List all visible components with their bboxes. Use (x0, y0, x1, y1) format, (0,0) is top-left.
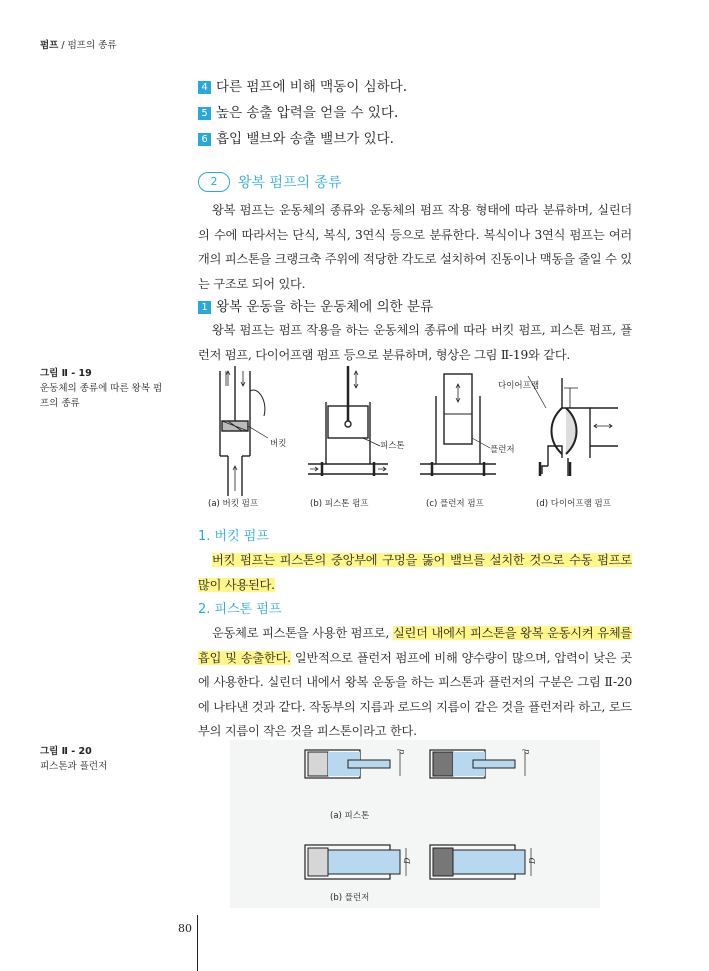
main-content (198, 74, 632, 367)
list-item (198, 74, 632, 100)
section-title: 왕복 펌프의 종류 (238, 175, 342, 191)
page-number: 80 (178, 922, 192, 935)
header-section: / 펌프의 종류 (58, 40, 117, 51)
paragraph-text: 운동체로 피스톤을 사용한 펌프로, (212, 626, 393, 640)
section-heading (198, 170, 632, 194)
pump-details (198, 526, 632, 744)
section-number-pill: 2 (198, 172, 230, 192)
list-item (198, 100, 632, 126)
plunger-diagram-right (430, 845, 537, 879)
label-piston: 피스톤 (380, 441, 405, 451)
piston-pump-drawing (308, 366, 388, 476)
subcaption-plunger: (b) 플런저 (330, 893, 370, 903)
subsection-heading (198, 296, 632, 318)
dimension-D: D (528, 857, 537, 864)
figure-caption-text: 피스톤과 플런저 (40, 761, 108, 772)
paragraph-piston-pump (198, 621, 632, 744)
piston-diagram-left (305, 749, 406, 778)
item-number-badge: 6 (198, 133, 211, 146)
list-item (198, 126, 632, 152)
label-diaphragm: 다이어프램 (498, 381, 540, 391)
figure-caption-text: 운동체의 종류에 따른 왕복 펌프의 종류 (40, 383, 163, 409)
subcaption-c: (c) 플런저 펌프 (426, 499, 484, 509)
subsection-paragraph: 왕복 펌프는 펌프 작용을 하는 운동체의 종류에 따라 버킷 펌프, 피스톤 펌프, 플런저 펌프, 다이어프램 펌프 등으로 분류하며, 형상은 그림 Ⅱ-19와 같다. (198, 323, 632, 362)
dimension-d: d (522, 748, 531, 754)
item-number-badge: 5 (198, 107, 211, 120)
subsection-title: 왕복 운동을 하는 운동체에 의한 분류 (216, 299, 434, 315)
figure-20-caption (40, 744, 165, 774)
subcaption-a: (a) 버킷 펌프 (208, 499, 259, 509)
label-bucket: 버킷 (270, 439, 287, 449)
paragraph-text: 일반적으로 플런저 펌프에 비해 양수량이 많으며, 압력이 낮은 곳에 사용한다. 실린더 내에서 왕복 운동을 하는 피스톤과 플런저의 구분은 그림 Ⅱ-20에 나타낸 것과 같다. 작동부의 지름과 로드의 지름이 같은 것을 플런저라 하고, 로드부의 지름이 작은 것을 피스톤이라고 한다. (198, 650, 632, 738)
header-chapter: 펌프 (40, 40, 59, 51)
item-number-badge: 4 (198, 81, 211, 94)
list-item-text: 다른 펌프에 비해 맥동이 심하다. (216, 79, 407, 95)
figure-caption-title: 그림 Ⅱ - 20 (40, 746, 92, 757)
figure-20-piston-vs-plunger (230, 740, 600, 908)
page-rule (197, 915, 198, 971)
label-plunger: 플런저 (490, 445, 515, 455)
heading-piston-pump: 2. 피스톤 펌프 (198, 602, 282, 617)
dimension-D: D (403, 857, 412, 864)
bucket-pump-drawing (220, 366, 268, 496)
item-number-badge: 1 (198, 301, 211, 314)
subcaption-piston: (a) 피스톤 (330, 811, 370, 821)
paragraph-bucket-pump (198, 548, 632, 597)
subcaption-d: (d) 다이어프램 펌프 (536, 499, 611, 509)
plunger-diagram-left (305, 845, 412, 879)
list-item-text: 높은 송출 압력을 얻을 수 있다. (216, 105, 399, 121)
plunger-pump-drawing (420, 374, 496, 476)
list-item-text: 흡입 밸브와 송출 밸브가 있다. (216, 131, 394, 147)
running-header (40, 37, 117, 51)
dimension-d: d (397, 748, 406, 754)
diaphragm-pump-drawing (528, 376, 618, 476)
subcaption-b: (b) 피스톤 펌프 (310, 499, 369, 509)
intro-paragraph: 왕복 펌프는 운동체의 종류와 운동체의 펌프 작용 형태에 따라 분류하며, 실린더의 수에 따라서는 단식, 복식, 3연식 등으로 분류한다. 복식이나 3연식 펌프는 여러 개의 피스톤을 크랭크축 주위에 적당한 각도로 설치하여 진동이나 맥동을 줄일 수 있는 구조로 되어 있다. (198, 203, 632, 291)
figure-19-caption (40, 366, 165, 411)
piston-diagram-right (430, 749, 531, 778)
heading-bucket-pump: 1. 버킷 펌프 (198, 529, 269, 544)
highlighted-text: 버킷 펌프는 피스톤의 중앙부에 구멍을 뚫어 밸브를 설치한 것으로 수동 펌프로 많이 사용된다. (198, 553, 632, 592)
figure-19-pump-types (198, 366, 632, 516)
figure-caption-title: 그림 Ⅱ - 19 (40, 368, 92, 379)
highlighted-text: 실린더 내에서 피스톤을 왕복 운동시켜 유체를 흡입 및 송출한다. (198, 626, 632, 665)
